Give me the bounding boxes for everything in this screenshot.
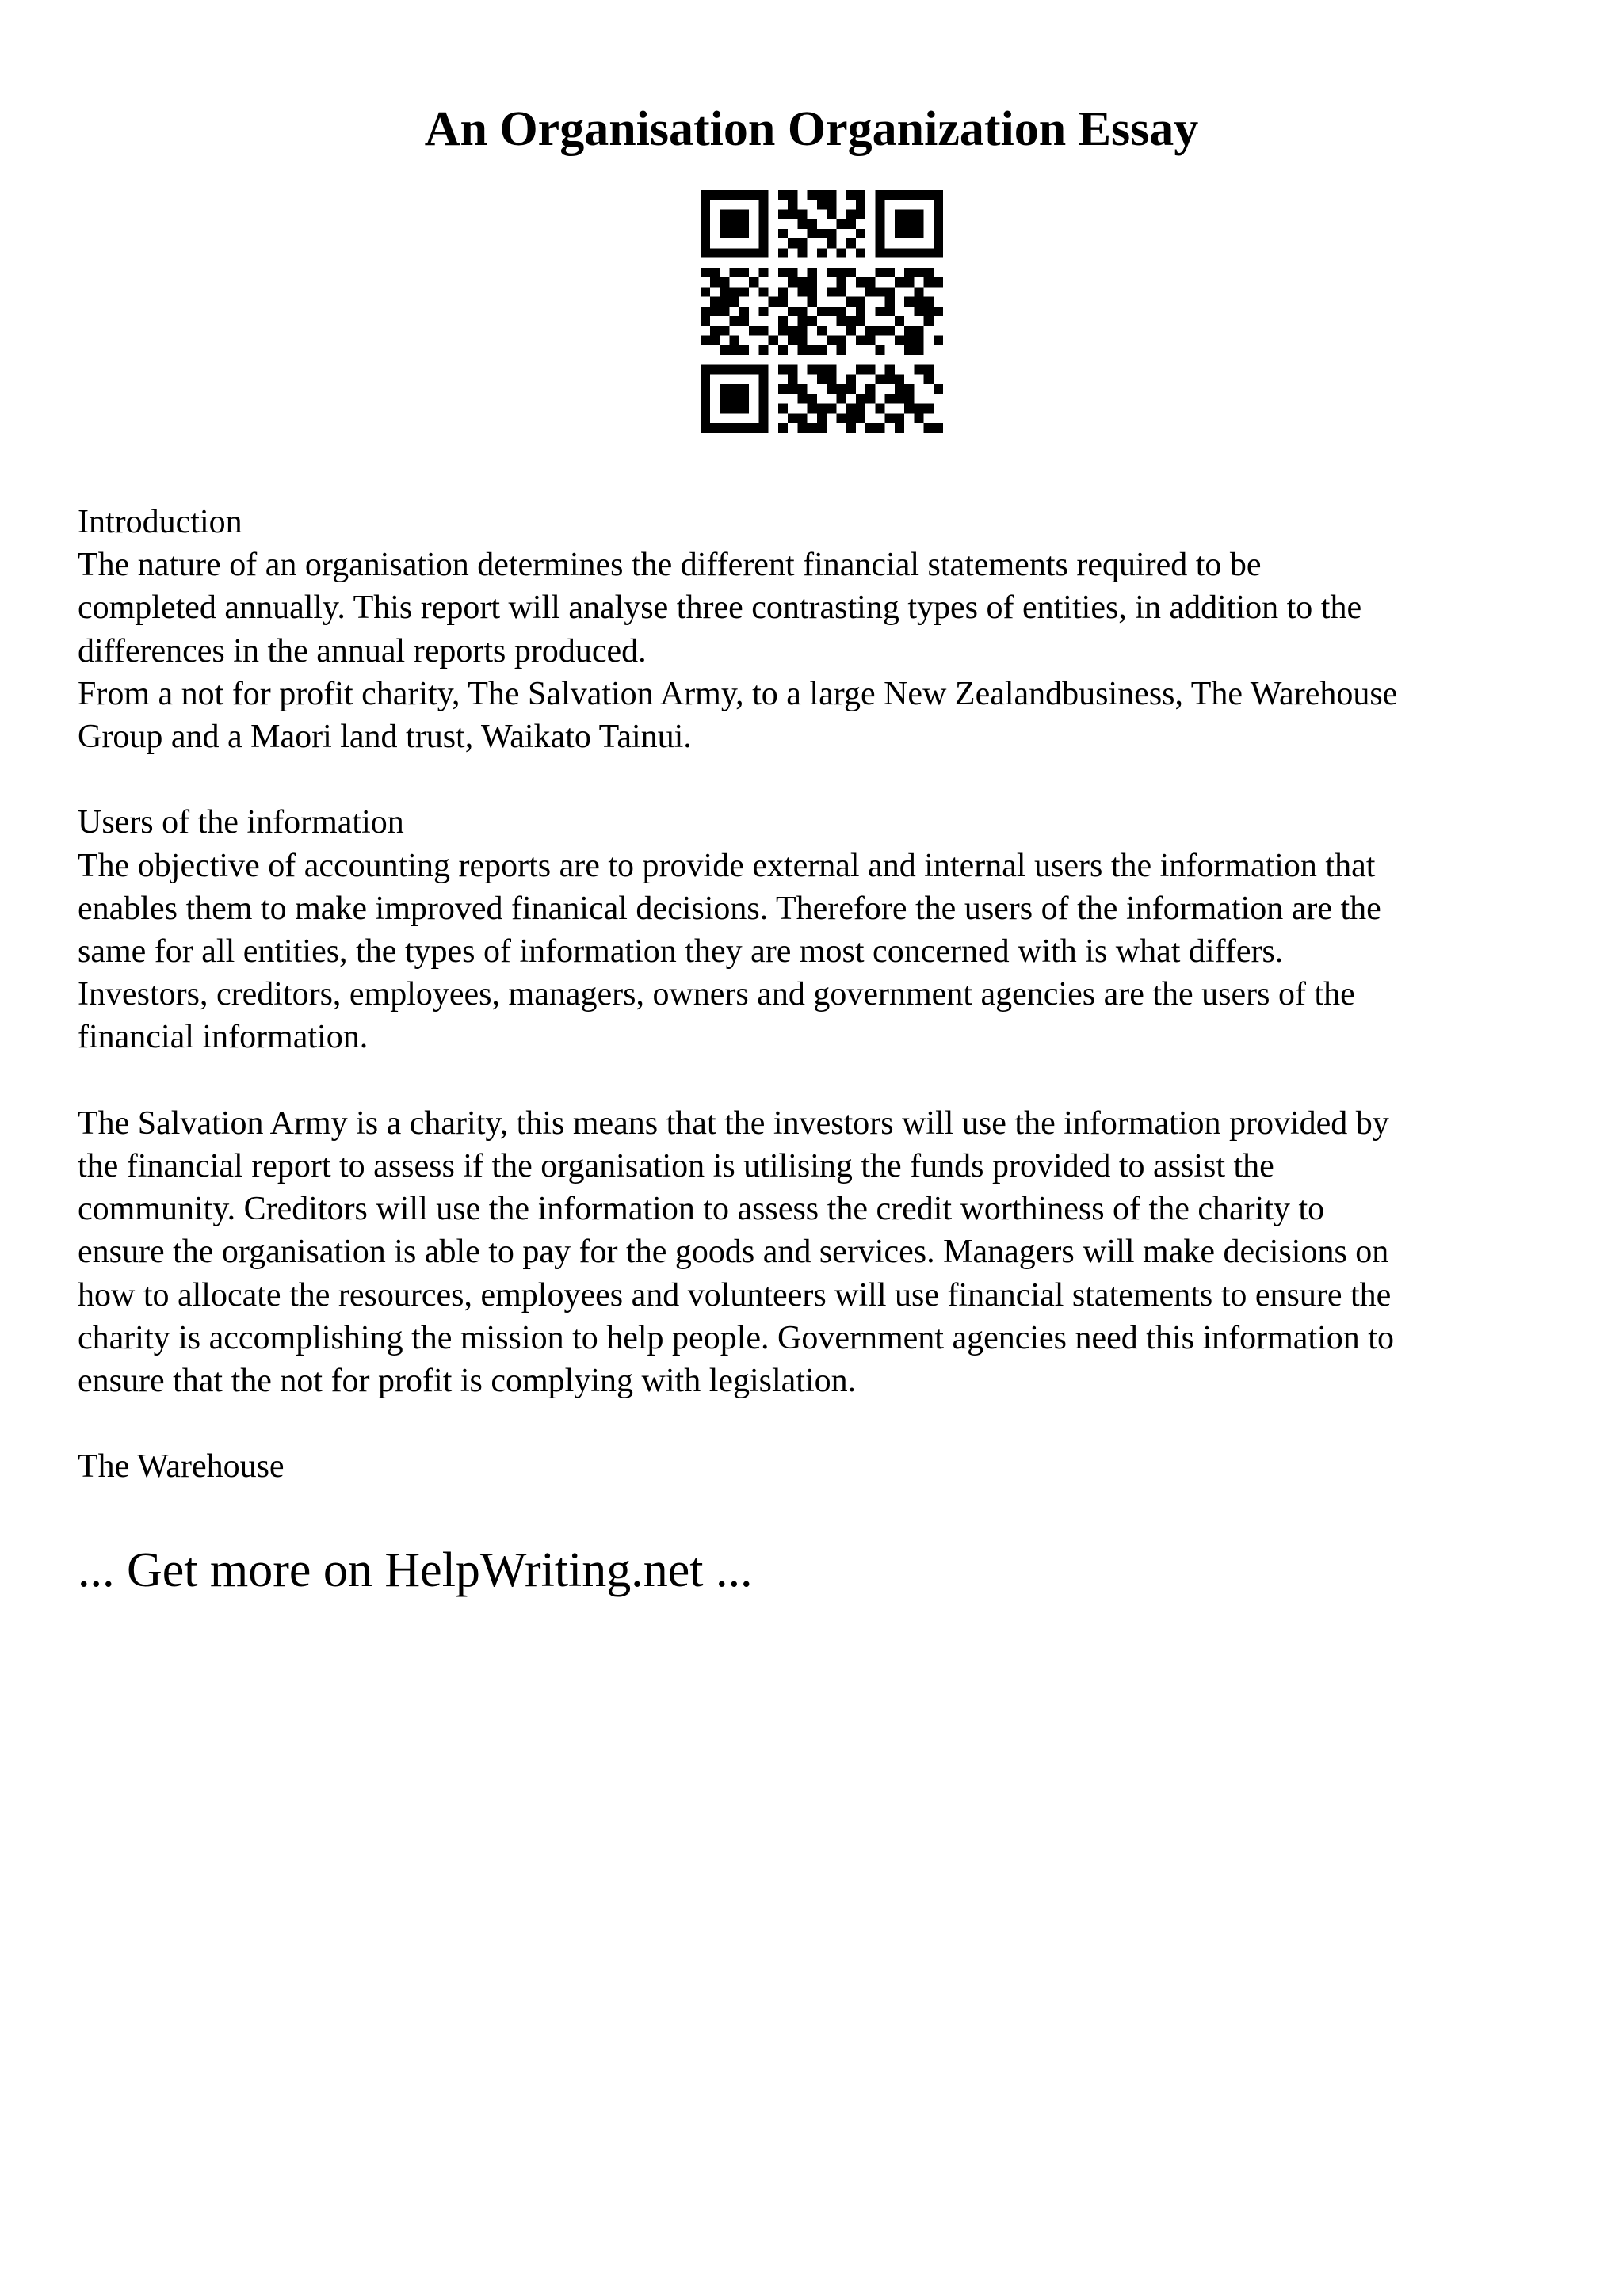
paragraph-spacer	[78, 1402, 1583, 1445]
users-paragraph: The objective of accounting reports are to provide external and internal users the information that enables them to make improved finanical decisions. Therefore the users of the information are the same for all entities, the types of information they are most concerned with is what differs. Investors, creditors, employees, managers, owners and government agencies are the users of the financial information.	[78, 847, 1381, 1056]
section-heading-introduction: Introduction	[78, 504, 242, 540]
salvation-army-paragraph: The Salvation Army is a charity, this means that the investors will use the information provided by the financial report to assess if the organisation is utilising the funds provided to assist the community. Creditors will use the information to assess the credit worthiness of the charity to ensure the organisation is able to pay for the goods and services. Managers will make decisions on how to allocate the resources, employees and volunteers will use financial statements to ensure the charity is accomplishing the mission to help people. Government agencies need this information to ensure that the not for profit is complying with legislation.	[78, 1104, 1394, 1400]
intro-paragraph-2: From a not for profit charity, The Salvation Army, to a large New Zealandbusiness, The Warehouse Group and a Maori land trust, Waikato Tainui.	[78, 675, 1398, 756]
document-title: An Organisation Organization Essay	[424, 102, 1199, 156]
section-heading-warehouse: The Warehouse	[78, 1448, 285, 1486]
paragraph-spacer	[78, 758, 1583, 801]
paragraph-spacer	[78, 1059, 1583, 1102]
section-heading-users: Users of the information	[78, 804, 404, 841]
get-more-link[interactable]: ... Get more on HelpWriting.net ...	[78, 1543, 753, 1597]
essay-body	[78, 501, 1583, 1489]
qr-code-icon	[701, 190, 943, 433]
intro-paragraph-1: The nature of an organisation determines the different financial statements required to be completed annually. This report will analyse three contrasting types of entities, in addition to the differences in the annual reports produced.	[78, 547, 1362, 669]
